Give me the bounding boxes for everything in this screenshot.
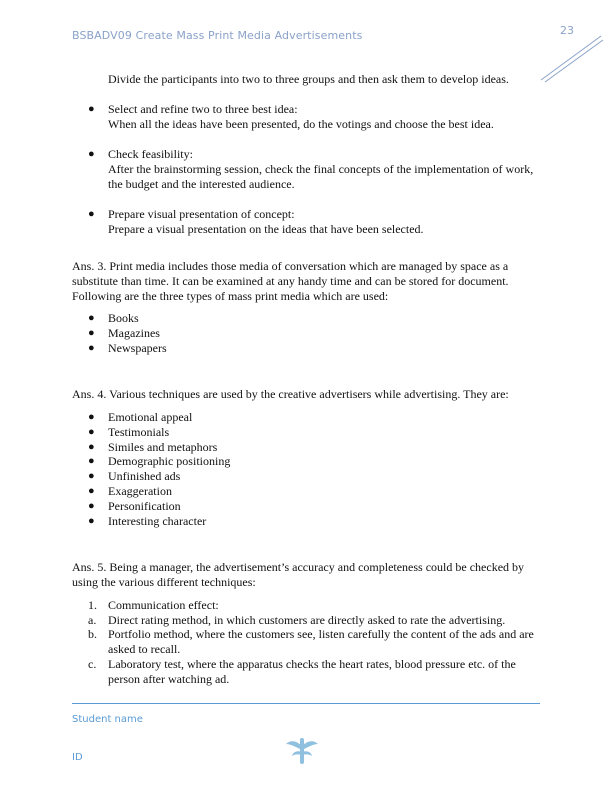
list-item: Interesting character [108,514,207,528]
list-number: 1. [88,598,97,612]
bullet-icon: ● [88,342,95,354]
ornament-icon [284,736,320,764]
list-letter: a. [88,613,97,627]
bullet-icon: ● [88,148,95,160]
list-item: Newspapers [108,341,167,355]
bullet-icon: ● [88,485,95,497]
step-text: When all the ideas have been presented, do the votings and choose the best idea. [108,117,494,131]
numbered-item: Communication effect: [108,598,219,612]
bullet-icon: ● [88,500,95,512]
intro-line: Divide the participants into two to three groups and then ask them to develop ideas. [108,72,509,86]
step-text: After the brainstorming session, check the final concepts of the implementation of work, [108,162,534,176]
header-title: BSBADV09 Create Mass Print Media Advertisements [72,29,363,42]
list-item: Testimonials [108,425,170,439]
list-item: Demographic positioning [108,454,231,468]
list-item: Books [108,311,139,325]
bullet-icon: ● [88,515,95,527]
step-text: the budget and the interested audience. [108,177,295,191]
step-title: Prepare visual presentation of concept: [108,207,295,221]
list-item: Magazines [108,326,160,340]
ans3-line: Ans. 3. Print media includes those media of conversation which are managed by space as a [72,259,509,273]
bullet-icon: ● [88,103,95,115]
list-item: Similes and metaphors [108,440,218,454]
ans4-line: Ans. 4. Various techniques are used by the creative advertisers while advertising. They are: [72,387,509,401]
list-item: Personification [108,499,181,513]
bullet-icon: ● [88,426,95,438]
student-name-label: Student name [72,714,143,725]
sub-item: Direct rating method, in which customers are directly asked to rate the advertising. [108,613,506,627]
sub-item: person after watching ad. [108,672,230,686]
bullet-icon: ● [88,470,95,482]
bullet-icon: ● [88,441,95,453]
ans3-line: substitute than time. It can be examined at any handy time and can be stored for document. [72,274,509,288]
bullet-icon: ● [88,312,95,324]
list-letter: b. [88,627,97,641]
step-text: Prepare a visual presentation on the ideas that have been selected. [108,222,424,236]
page-number: 23 [560,24,574,37]
sub-item: Laboratory test, where the apparatus checks the heart rates, blood pressure etc. of the [108,657,516,671]
list-letter: c. [88,657,97,671]
bullet-icon: ● [88,208,95,220]
list-item: Unfinished ads [108,469,181,483]
list-item: Exaggeration [108,484,172,498]
bullet-icon: ● [88,455,95,467]
list-item: Emotional appeal [108,410,193,424]
footer-divider [72,703,540,704]
sub-item: asked to recall. [108,642,181,656]
id-label: ID [72,752,83,763]
bullet-icon: ● [88,327,95,339]
step-title: Select and refine two to three best idea: [108,102,298,116]
step-title: Check feasibility: [108,147,193,161]
bullet-icon: ● [88,411,95,423]
ans5-line: using the various different techniques: [72,575,256,589]
ans5-line: Ans. 5. Being a manager, the advertisement’s accuracy and completeness could be checked by [72,560,525,574]
sub-item: Portfolio method, where the customers see, listen carefully the content of the ads and are [108,627,534,641]
ans3-line: Following are the three types of mass print media which are used: [72,289,389,303]
corner-decoration-icon [535,34,605,84]
